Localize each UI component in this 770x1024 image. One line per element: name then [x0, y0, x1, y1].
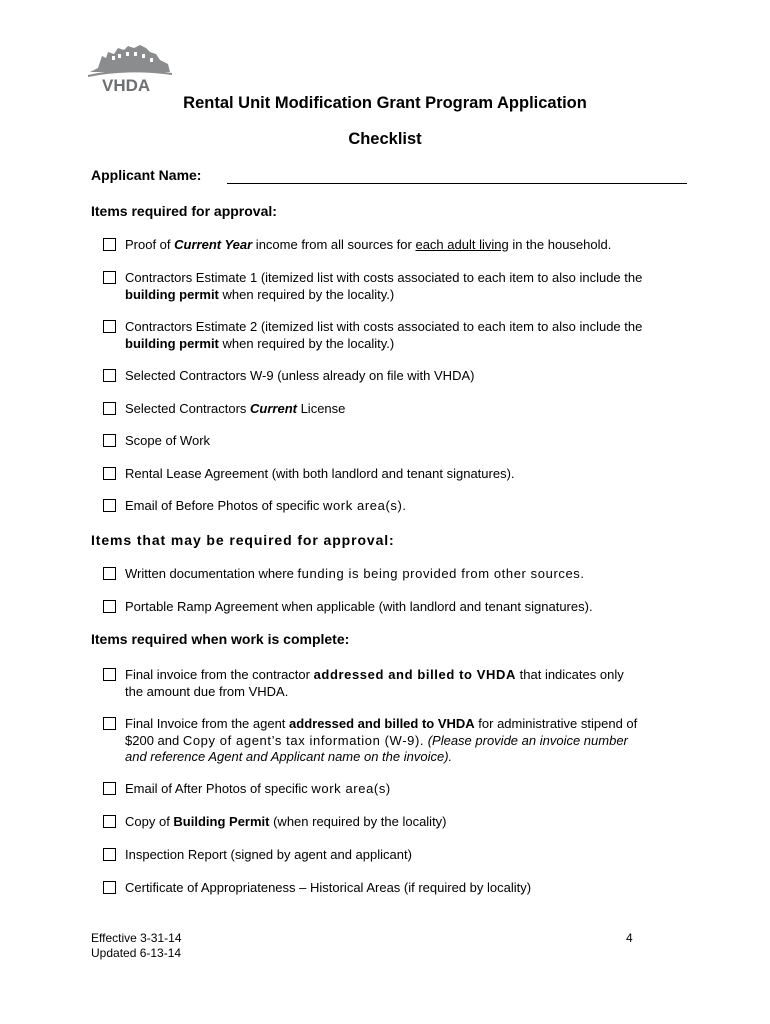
checkbox-ramp[interactable] [103, 600, 116, 613]
checkbox-estimate-1[interactable] [103, 271, 116, 284]
checklist-item-building-permit: Copy of Building Permit (when required by the locality) [103, 814, 693, 831]
checkbox-scope[interactable] [103, 434, 116, 447]
checkbox-agent-invoice[interactable] [103, 717, 116, 730]
checkbox-w9[interactable] [103, 369, 116, 382]
checkbox-after-photos[interactable] [103, 782, 116, 795]
checklist-item-income: Proof of Current Year income from all sources for each adult living in the household. [103, 237, 693, 254]
page-title: Rental Unit Modification Grant Program Application [183, 94, 587, 112]
checkbox-building-permit[interactable] [103, 815, 116, 828]
page-number: 4 [626, 931, 633, 945]
checklist-item-license: Selected Contractors Current License [103, 401, 693, 418]
section-complete-heading: Items required when work is complete: [91, 631, 350, 647]
section-required-heading: Items required for approval: [91, 203, 277, 219]
applicant-name-field[interactable] [227, 183, 687, 184]
section-may-require-heading: Items that may be required for approval: [91, 532, 395, 548]
vhda-logo [88, 42, 172, 94]
footer-dates [91, 931, 182, 961]
checklist-item-after-photos: Email of After Photos of specific work area(s) [103, 781, 693, 798]
checklist-item-agent-invoice: Final Invoice from the agent addressed and billed to VHDA for administrative stipend of $200 and Copy of agent’s tax information (W-9). (Please provide an invoice number and reference Agent and Applicant name on the invoice). [103, 716, 693, 766]
checklist-item-w9: Selected Contractors W-9 (unless already on file with VHDA) [103, 368, 693, 385]
checklist-item-inspection: Inspection Report (signed by agent and applicant) [103, 847, 693, 864]
checklist-item-scope: Scope of Work [103, 433, 693, 450]
vhda-logo-graphic [88, 42, 172, 94]
checklist-item-ramp: Portable Ramp Agreement when applicable (with landlord and tenant signatures). [103, 599, 693, 616]
checklist-item-lease: Rental Lease Agreement (with both landlord and tenant signatures). [103, 466, 693, 483]
checkbox-estimate-2[interactable] [103, 320, 116, 333]
checklist-item-certificate: Certificate of Appropriateness – Historical Areas (if required by locality) [103, 880, 693, 897]
checklist-item-before-photos: Email of Before Photos of specific work area(s). [103, 498, 693, 515]
page-subtitle: Checklist [348, 130, 422, 148]
checkbox-certificate[interactable] [103, 881, 116, 894]
checkbox-inspection[interactable] [103, 848, 116, 861]
footer-updated: Updated 6-13-14 [91, 946, 182, 960]
checkbox-income[interactable] [103, 238, 116, 251]
checkbox-license[interactable] [103, 402, 116, 415]
checkbox-lease[interactable] [103, 467, 116, 480]
svg-text:VHDA: VHDA [102, 76, 151, 94]
checkbox-contractor-invoice[interactable] [103, 668, 116, 681]
applicant-name-label: Applicant Name: [91, 167, 202, 183]
checkbox-before-photos[interactable] [103, 499, 116, 512]
checklist-item-contractor-invoice: Final invoice from the contractor addressed and billed to VHDA that indicates only the amount due from VHDA. [103, 667, 693, 700]
checklist-item-funding: Written documentation where funding is being provided from other sources. [103, 566, 693, 583]
checkbox-funding[interactable] [103, 567, 116, 580]
checklist-item-estimate-2: Contractors Estimate 2 (itemized list with costs associated to each item to also include the building permit when required by the locality.) [103, 319, 693, 352]
checklist-item-estimate-1: Contractors Estimate 1 (itemized list with costs associated to each item to also include the building permit when required by the locality.) [103, 270, 693, 303]
footer-effective: Effective 3-31-14 [91, 931, 182, 945]
